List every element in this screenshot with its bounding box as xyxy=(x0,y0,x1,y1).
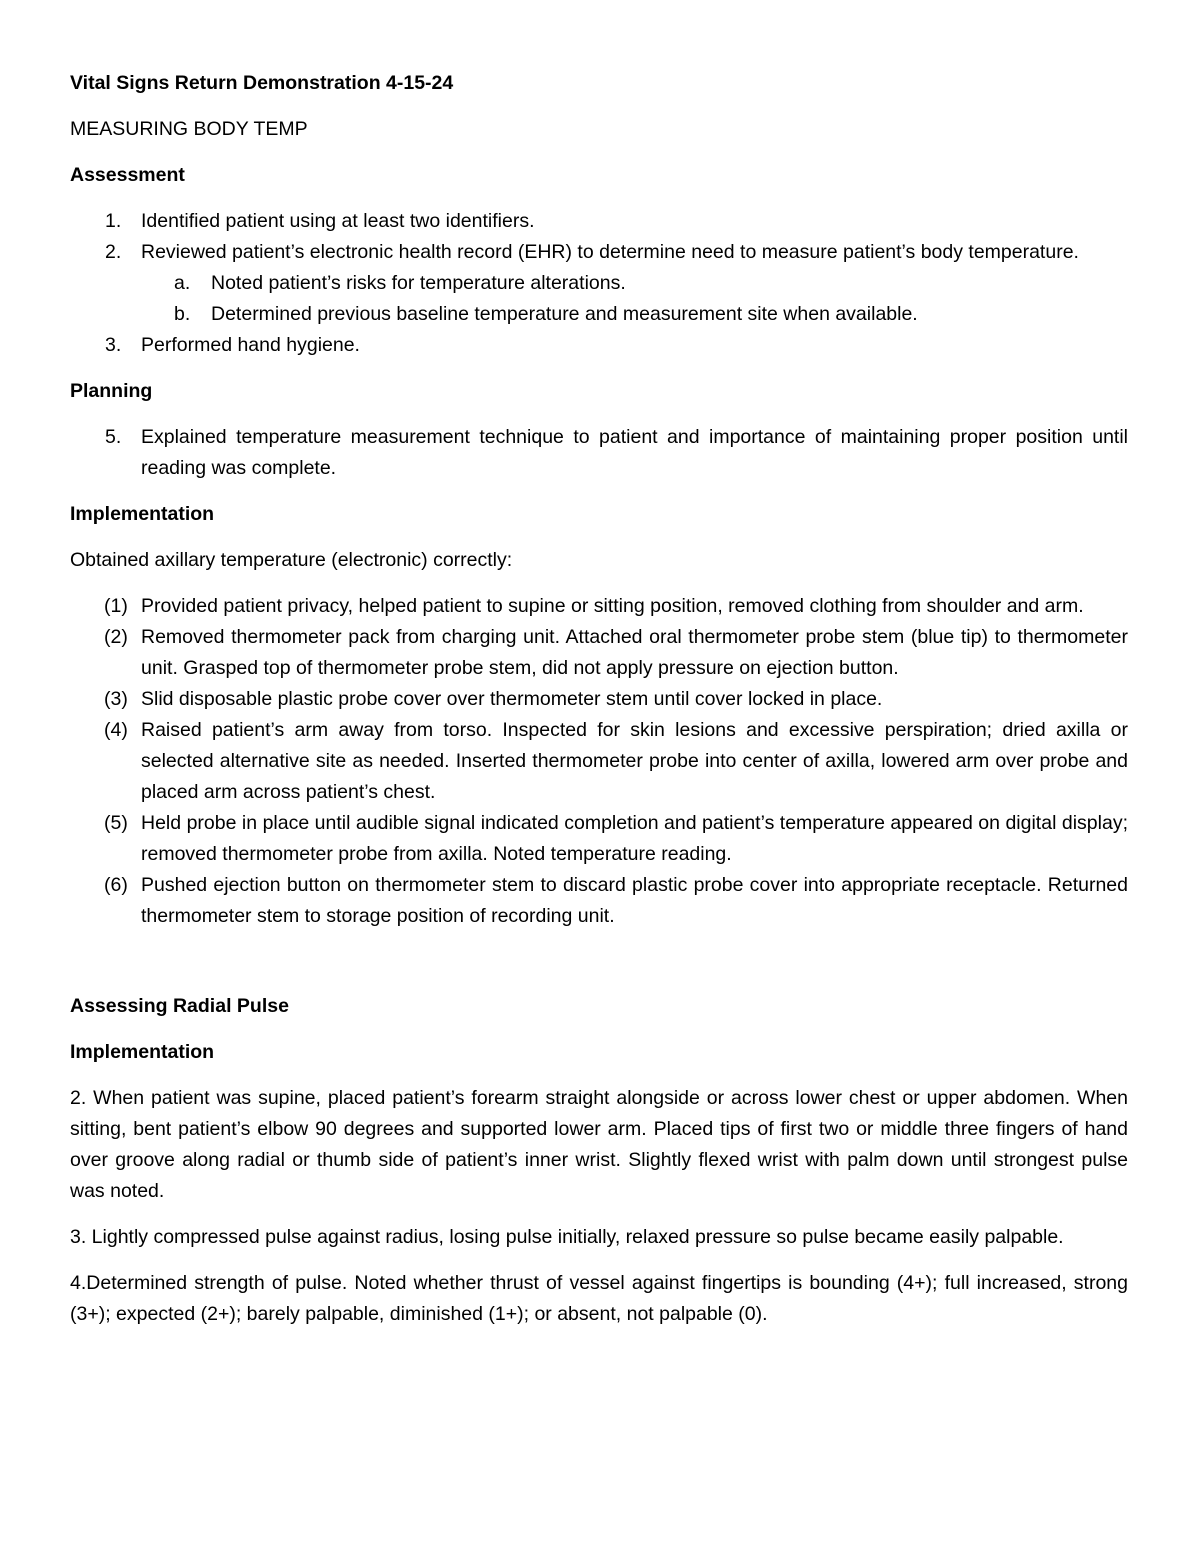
section-title-body-temp: MEASURING BODY TEMP xyxy=(70,118,308,140)
list-item-number: 2. xyxy=(105,241,122,263)
list-item-text: Identified patient using at least two identifiers. xyxy=(141,210,535,232)
list-item-text: Performed hand hygiene. xyxy=(141,334,360,356)
planning-list xyxy=(70,422,1128,484)
step-text: Raised patient’s arm away from torso. Inspected for skin lesions and excessive perspiration; dried axilla or selected alternative site as needed. Inserted thermometer probe into center of axilla, lowered arm over probe and placed arm across patient’s chest. xyxy=(141,719,1128,803)
step-text: Held probe in place until audible signal indicated completion and patient’s temperature appeared on digital display; removed thermometer probe from axilla. Noted temperature reading. xyxy=(141,812,1128,865)
step-item xyxy=(70,622,1128,684)
list-item-text: Reviewed patient’s electronic health record (EHR) to determine need to measure patient’s body temperature. xyxy=(141,241,1079,263)
list-item-text: Explained temperature measurement technique to patient and importance of maintaining proper position until reading was complete. xyxy=(141,426,1128,479)
sub-list-item-letter: a. xyxy=(174,272,191,294)
implementation-steps xyxy=(70,591,1128,932)
step-text: Provided patient privacy, helped patient to supine or sitting position, removed clothing from shoulder and arm. xyxy=(141,595,1084,617)
implementation-intro: Obtained axillary temperature (electronic) correctly: xyxy=(70,549,513,571)
step-text: Slid disposable plastic probe cover over thermometer stem until cover locked in place. xyxy=(141,688,883,710)
step-number: (5) xyxy=(104,812,128,834)
radial-pulse-paragraph: 2. When patient was supine, placed patient’s forearm straight alongside or across lower chest or upper abdomen. When sitting, bent patient’s elbow 90 degrees and supported lower arm. Placed tips of first two or middle three fingers of hand over groove along radial or thumb side of patient’s inner wrist. Slightly flexed wrist with palm down until strongest pulse was noted. xyxy=(70,1087,1128,1202)
sub-list-item-text: Noted patient’s risks for temperature alterations. xyxy=(211,272,626,294)
assessment-heading: Assessment xyxy=(70,164,185,186)
step-number: (1) xyxy=(104,595,128,617)
radial-pulse-paragraph: 4.Determined strength of pulse. Noted whether thrust of vessel against fingertips is bounding (4+); full increased, strong (3+); expected (2+); barely palpable, diminished (1+); or absent, not palpable (0). xyxy=(70,1272,1128,1325)
step-number: (3) xyxy=(104,688,128,710)
step-item xyxy=(70,715,1128,808)
planning-heading: Planning xyxy=(70,380,153,402)
implementation-heading: Implementation xyxy=(70,503,215,525)
step-number: (4) xyxy=(104,719,128,741)
list-item xyxy=(70,206,1128,237)
assessment-sublist xyxy=(141,268,1128,330)
step-item xyxy=(70,591,1128,622)
list-item-number: 5. xyxy=(105,426,122,448)
radial-pulse-paragraph: 3. Lightly compressed pulse against radius, losing pulse initially, relaxed pressure so pulse became easily palpable. xyxy=(70,1226,1064,1248)
step-item xyxy=(70,808,1128,870)
sub-list-item-text: Determined previous baseline temperature and measurement site when available. xyxy=(211,303,918,325)
step-text: Pushed ejection button on thermometer stem to discard plastic probe cover into appropriate receptacle. Returned thermometer stem to storage position of recording unit. xyxy=(141,874,1128,927)
radial-pulse-implementation-heading: Implementation xyxy=(70,1041,215,1063)
list-item xyxy=(70,237,1128,330)
sub-list-item-letter: b. xyxy=(174,303,191,325)
assessment-list xyxy=(70,206,1128,361)
document-title: Vital Signs Return Demonstration 4-15-24 xyxy=(70,72,454,94)
sub-list-item xyxy=(141,299,1128,330)
sub-list-item xyxy=(141,268,1128,299)
list-item xyxy=(70,422,1128,484)
step-item xyxy=(70,684,1128,715)
step-item xyxy=(70,870,1128,932)
step-text: Removed thermometer pack from charging unit. Attached oral thermometer probe stem (blue tip) to thermometer unit. Grasped top of thermometer probe stem, did not apply pressure on ejection button. xyxy=(141,626,1128,679)
list-item-number: 3. xyxy=(105,334,122,356)
step-number: (2) xyxy=(104,626,128,648)
radial-pulse-heading: Assessing Radial Pulse xyxy=(70,995,289,1017)
list-item xyxy=(70,330,1128,361)
list-item-number: 1. xyxy=(105,210,122,232)
step-number: (6) xyxy=(104,874,128,896)
document-page xyxy=(70,68,1128,1345)
